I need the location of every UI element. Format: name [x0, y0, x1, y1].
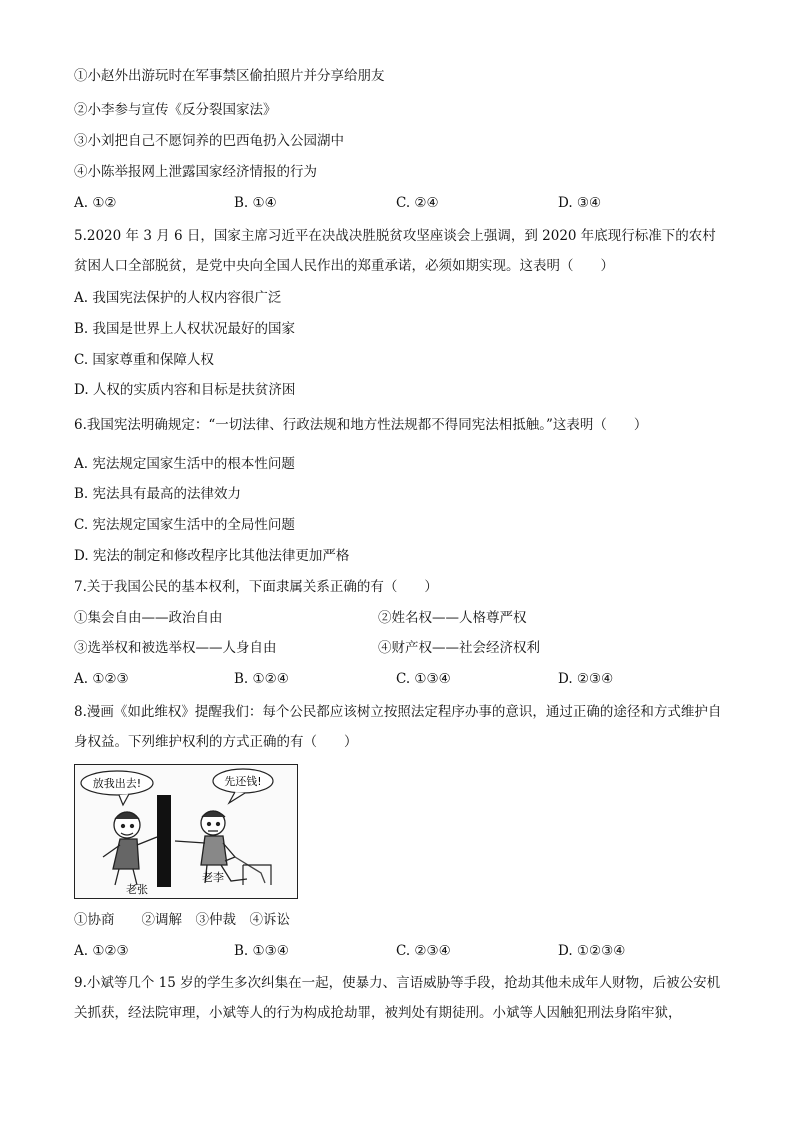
option-c: C. ②④ — [396, 195, 439, 211]
option-c: C. ②③④ — [396, 943, 451, 959]
option-d: D. ③④ — [558, 195, 602, 211]
q6-option-b: B. 宪法具有最高的法律效力 — [74, 486, 242, 502]
q6-option-c: C. 宪法规定国家生活中的全局性问题 — [74, 517, 295, 533]
q8-stem: 8.漫画《如此维权》提醒我们：每个公民都应该树立按照法定程序办事的意识，通过正确的途径和方式维护自身权益。下列维护权利的方式正确的有（ ） — [74, 704, 722, 750]
prev-item-3: ③小刘把自己不愿饲养的巴西龟扔入公园湖中 — [74, 133, 344, 149]
q9-stem: 9.小斌等几个 15 岁的学生多次纠集在一起，使暴力、言语威胁等手段，抢劫其他未成年人财物，后被公安机关抓获，经法院审理，小斌等人的行为构成抢劫罪，被判处有期徒刑。小斌等人因触犯刑法身陷牢狱， — [74, 975, 721, 1021]
cartoon-drawing — [75, 765, 297, 898]
name-label-left: 老张 — [126, 883, 148, 896]
q7-items-row-1 — [74, 608, 714, 628]
option-a: A. ①②③ — [74, 671, 129, 687]
right-bubble-text: 先还钱! — [224, 775, 262, 788]
option-d: D. ①②③④ — [558, 943, 626, 959]
q5-option-b: B. 我国是世界上人权状况最好的国家 — [74, 321, 296, 337]
prev-item-2: ②小李参与宣传《反分裂国家法》 — [74, 102, 277, 118]
option-c: C. ①③④ — [396, 671, 451, 687]
q5-stem: 5.2020 年 3 月 6 日，国家主席习近平在决战决胜脱贫攻坚座谈会上强调，到 2020 年底现行标准下的农村贫困人口全部脱贫，是党中央向全国人民作出的郑重承诺，必须如期实现。这表明（ ） — [74, 228, 716, 274]
prev-item-1: ①小赵外出游玩时在军事禁区偷拍照片并分享给朋友 — [74, 68, 385, 84]
q7-item-2: ②姓名权——人格尊严权 — [378, 610, 527, 626]
q7-items-row-2 — [74, 638, 714, 658]
left-bubble-text: 放我出去! — [92, 777, 142, 790]
q5-option-d: D. 人权的实质内容和目标是扶贫济困 — [74, 382, 296, 398]
q7-options — [74, 669, 714, 689]
door-pillar — [157, 795, 171, 887]
option-b: B. ①③④ — [234, 943, 289, 959]
option-a: A. ①②③ — [74, 943, 129, 959]
q6-stem: 6.我国宪法明确规定：“一切法律、行政法规和地方性法规都不得同宪法相抵触。”这表明（ ） — [74, 417, 648, 433]
prev-item-4: ④小陈举报网上泄露国家经济情报的行为 — [74, 164, 317, 180]
left-figure — [103, 812, 157, 885]
option-a: A. ①② — [74, 195, 117, 211]
q6-option-a: A. 宪法规定国家生活中的根本性问题 — [74, 456, 295, 472]
q8-options — [74, 941, 714, 961]
cartoon-image — [74, 764, 298, 899]
q5-option-a: A. 我国宪法保护的人权内容很广泛 — [74, 290, 282, 306]
chair — [243, 865, 271, 885]
option-b: B. ①④ — [234, 195, 277, 211]
name-label-right: 老李 — [202, 871, 224, 884]
q8-items: ①协商 ②调解 ③仲裁 ④诉讼 — [74, 912, 290, 928]
q7-item-3: ③选举权和被选举权——人身自由 — [74, 640, 277, 656]
option-b: B. ①②④ — [234, 671, 289, 687]
option-d: D. ②③④ — [558, 671, 614, 687]
q5-option-c: C. 国家尊重和保障人权 — [74, 352, 214, 368]
q7-item-4: ④财产权——社会经济权利 — [378, 640, 540, 656]
q6-option-d: D. 宪法的制定和修改程序比其他法律更加严格 — [74, 548, 350, 564]
prev-options — [74, 193, 714, 213]
q7-item-1: ①集会自由——政治自由 — [74, 610, 223, 626]
q7-stem: 7.关于我国公民的基本权利，下面隶属关系正确的有（ ） — [74, 579, 438, 595]
